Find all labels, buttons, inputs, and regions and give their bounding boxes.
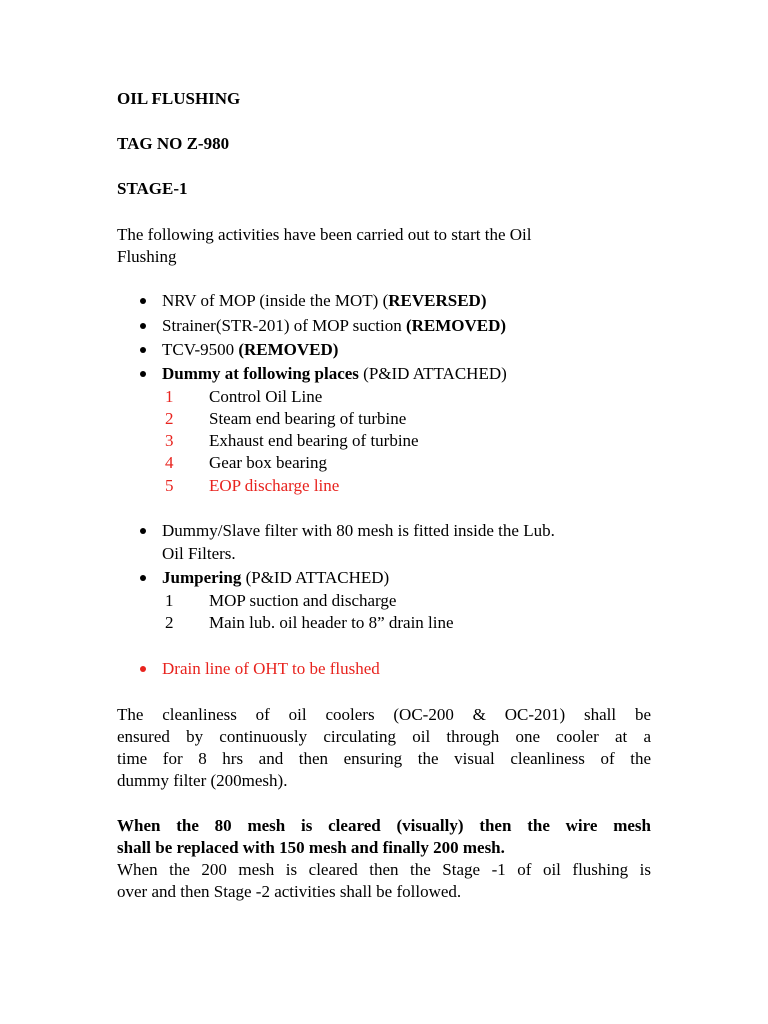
cleanliness-line-4: dummy filter (200mesh). bbox=[117, 771, 288, 790]
activity-item bbox=[162, 339, 338, 361]
intro-line-2: Flushing bbox=[117, 247, 177, 266]
intro-line-1: The following activities have been carried out to start the Oil bbox=[117, 225, 532, 244]
tag-number: TAG NO Z-980 bbox=[117, 134, 230, 153]
jumper-num: 2 bbox=[165, 613, 174, 632]
dummy-label: Dummy at following places bbox=[162, 364, 359, 383]
jumper-place: MOP suction and discharge bbox=[209, 591, 397, 610]
cleanliness-line-3: time for 8 hrs and then ensuring the visual cleanliness of the bbox=[117, 749, 651, 768]
bullet-icon bbox=[140, 323, 146, 329]
jumper-place: Main lub. oil header to 8” drain line bbox=[209, 613, 454, 632]
dummy-place: Gear box bearing bbox=[209, 453, 328, 472]
jumpering-item bbox=[162, 567, 389, 589]
drain-line: Drain line of OHT to be flushed bbox=[162, 659, 380, 678]
activity-status: REVERSED) bbox=[388, 291, 487, 310]
final-line-1: When the 200 mesh is cleared then the Stage -1 of oil flushing is bbox=[117, 860, 651, 879]
bullet-icon bbox=[140, 347, 146, 353]
mesh-line-2: shall be replaced with 150 mesh and finally 200 mesh. bbox=[117, 838, 505, 857]
activity-status: (REMOVED) bbox=[405, 316, 507, 335]
activity-text: TCV-9500 bbox=[162, 340, 239, 359]
doc-title: OIL FLUSHING bbox=[117, 89, 241, 108]
final-line-2: over and then Stage -2 activities shall be followed. bbox=[117, 882, 462, 901]
dummy-num: 5 bbox=[165, 476, 174, 495]
dummy-place: Control Oil Line bbox=[209, 387, 323, 406]
dummy-place: Steam end bearing of turbine bbox=[209, 409, 407, 428]
filter-line-1: Dummy/Slave filter with 80 mesh is fitted inside the Lub. bbox=[162, 521, 555, 540]
cleanliness-line-1: The cleanliness of oil coolers (OC-200 & OC-201) shall be bbox=[117, 705, 651, 724]
bullet-icon bbox=[140, 575, 146, 581]
activity-text: NRV of MOP (inside the MOT) ( bbox=[162, 291, 389, 310]
activity-item bbox=[162, 290, 487, 312]
dummy-place: EOP discharge line bbox=[209, 476, 340, 495]
dummy-num: 1 bbox=[165, 387, 174, 406]
dummy-num: 3 bbox=[165, 431, 174, 450]
jumpering-label: Jumpering bbox=[162, 568, 242, 587]
dummy-place: Exhaust end bearing of turbine bbox=[209, 431, 419, 450]
stage-heading: STAGE-1 bbox=[117, 179, 188, 198]
filter-line-2: Oil Filters. bbox=[162, 544, 236, 563]
activity-status: (REMOVED) bbox=[238, 340, 339, 359]
bullet-icon bbox=[140, 666, 146, 672]
bullet-icon bbox=[140, 528, 146, 534]
jumpering-note: (P&ID ATTACHED) bbox=[241, 568, 390, 587]
cleanliness-line-2: ensured by continuously circulating oil through one cooler at a bbox=[117, 727, 651, 746]
mesh-line-1: When the 80 mesh is cleared (visually) then the wire mesh bbox=[117, 816, 651, 835]
dummy-num: 4 bbox=[165, 453, 174, 472]
jumper-num: 1 bbox=[165, 591, 174, 610]
bullet-icon bbox=[140, 298, 146, 304]
dummy-note: (P&ID ATTACHED) bbox=[358, 364, 507, 383]
dummy-item bbox=[162, 363, 507, 385]
activity-text: Strainer(STR-201) of MOP suction bbox=[162, 316, 406, 335]
activity-item bbox=[162, 315, 506, 337]
dummy-num: 2 bbox=[165, 409, 174, 428]
bullet-icon bbox=[140, 371, 146, 377]
